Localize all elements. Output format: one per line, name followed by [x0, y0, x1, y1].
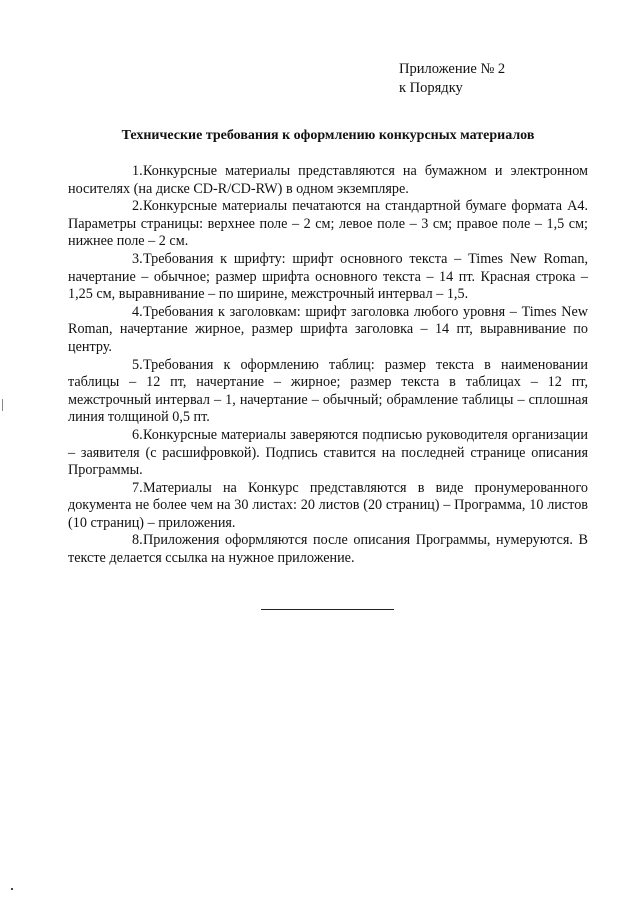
- requirement-item-1: [68, 163, 588, 198]
- item-number: 1.: [132, 163, 143, 179]
- item-text: Конкурсные материалы печатаются на стандартной бумаге формата А4. Параметры страницы: верхнее поле – 2 см; левое поле – 3 см; правое поле – 1,5 см; нижнее поле – 2 см.: [68, 198, 588, 250]
- item-text: Приложения оформляются после описания Программы, нумеруются. В тексте делается ссылка на нужное приложение.: [68, 532, 588, 567]
- appendix-number: Приложение № 2: [399, 61, 506, 77]
- item-number: 4.: [132, 303, 143, 320]
- item-number: 2.: [132, 198, 143, 215]
- item-number: 6.: [132, 426, 143, 443]
- item-text: Требования к оформлению таблиц: размер текста в наименовании таблицы – 12 пт, начертание – жирное; размер текста в таблицах – 12 пт, межстрочный интервал – 1, начертание – обычный; обрамление таблицы – сплошная линия толщиной 0,5 пт.: [68, 356, 588, 426]
- requirements-list: [68, 163, 588, 568]
- item-number: 5.: [132, 356, 143, 373]
- requirement-item-2: [68, 198, 588, 251]
- requirement-item-4: [68, 304, 588, 357]
- item-text: Материалы на Конкурс представляются в виде пронумерованного документа не более чем на 30 листах: 20 листов (20 страниц) – Программа, 10 листов (10 страниц) – приложения.: [68, 479, 588, 531]
- document-title: Технические требования к оформлению конкурсных материалов: [121, 128, 535, 143]
- item-number: 7.: [132, 479, 143, 496]
- requirement-item-3: [68, 251, 588, 304]
- item-number: 3.: [132, 250, 143, 267]
- item-text: Требования к шрифту: шрифт основного текста – Times New Roman, начертание – обычное; размер шрифта основного текста – 14 пт. Красная строка – 1,25 см, выравнивание – по ширине, межстрочный интервал – 1,5.: [68, 250, 588, 303]
- item-text: Требования к заголовкам: шрифт заголовка любого уровня – Times New Roman, начертание жирное, размер шрифта заголовка – 14 пт, выравнивание по центру.: [68, 303, 588, 355]
- requirement-item-7: [68, 480, 588, 533]
- appendix-to-order: к Порядку: [399, 80, 463, 96]
- item-text: Конкурсные материалы заверяются подписью руководителя организации – заявителя (с расшифровкой). Подпись ставится на последней странице описания Программы.: [68, 426, 588, 479]
- requirement-item-5: [68, 357, 588, 427]
- requirement-item-6: [68, 427, 588, 480]
- item-text: Конкурсные материалы представляются на бумажном и электронном носителях (на диске CD-R/CD-RW) в одном экземпляре.: [68, 163, 588, 197]
- scan-speck: [11, 888, 13, 890]
- scan-edge-mark: [2, 399, 3, 411]
- closing-divider-line: [261, 609, 394, 610]
- item-number: 8.: [132, 532, 143, 549]
- appendix-reference: [399, 60, 599, 98]
- requirement-item-8: [68, 532, 588, 567]
